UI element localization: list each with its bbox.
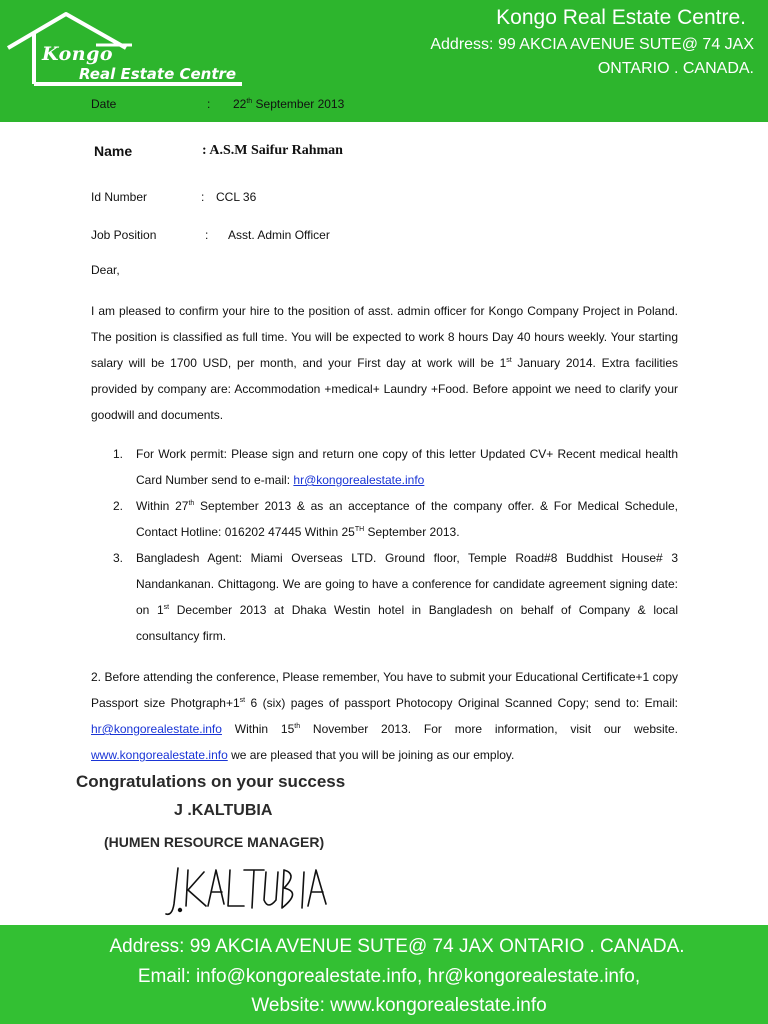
job-position-field: Job Position : Asst. Admin Officer xyxy=(91,228,330,242)
congratulations-text: Congratulations on your success xyxy=(76,772,346,791)
name-field xyxy=(94,143,343,159)
signer-name: J .KALTUBIA xyxy=(174,802,273,819)
letterhead-footer xyxy=(0,925,768,1024)
job-value: Asst. Admin Officer xyxy=(228,228,330,242)
company-name: Kongo Real Estate Centre. xyxy=(496,6,746,29)
date-colon: : xyxy=(207,97,211,111)
logo-wordmark: Kongo xyxy=(42,43,114,65)
requirements-list xyxy=(113,441,678,649)
list-item: 2. Within 27th September 2013 & as an acceptance of the company offer. & For Medical Schedule, Contact Hotline: 016202 47445 Within 25TH September 2013. xyxy=(113,499,679,539)
website-link[interactable]: www.kongorealestate.info xyxy=(91,748,228,762)
logo-tagline: Real Estate Centre xyxy=(79,65,237,83)
id-label: Id Number xyxy=(91,190,148,204)
footer-website: Website: www.kongorealestate.info xyxy=(251,995,547,1016)
hr-email-link[interactable]: hr@kongorealestate.info xyxy=(91,722,222,736)
body-paragraph-1: I am pleased to confirm your hire to the position of asst. admin officer for Kongo Company Project in Poland. The position is classified as full time. You will be expected to work 8 hours Day 40 hours weekly. Your starting salary will be 1700 USD, per month, and your First day at work will be 1st January 2014. Extra facilities provided by company are: Accommodation +medical+ Laundry +Food. Before appoint we need to clarify your goodwill and documents. xyxy=(91,304,678,422)
header-address-line2: ONTARIO . CANADA. xyxy=(597,60,754,77)
list-item: 3. Bangladesh Agent: Miami Overseas LTD. Ground floor, Temple Road#8 Buddhist House# 3 Nandankanan. Chittagong. We are going to have a conference for candidate agreement signing date: on 1st December 2013 at Dhaka Westin hotel in Bangladesh on behalf of Company & local consultancy firm. xyxy=(113,551,678,643)
name-value: : A.S.M Saifur Rahman xyxy=(202,143,343,158)
footer-emails: Email: info@kongorealestate.info, hr@kongorealestate.info, xyxy=(137,966,641,987)
id-value: CCL 36 xyxy=(216,190,257,204)
signer-title: (HUMEN RESOURCE MANAGER) xyxy=(104,834,325,850)
list-item: 1. For Work permit: Please sign and return one copy of this letter Updated CV+ Recent medical health Card Number send to e-mail: hr@kongorealestate.info xyxy=(113,447,678,487)
handwritten-signature-icon xyxy=(160,860,330,922)
id-number-field: Id Number : CCL 36 xyxy=(91,190,257,204)
footer-address: Address: 99 AKCIA AVENUE SUTE@ 74 JAX ONTARIO . CANADA. xyxy=(109,936,685,957)
letterhead-header xyxy=(0,0,768,122)
letter-date xyxy=(91,97,345,111)
name-label: Name xyxy=(94,143,133,159)
body-paragraph-2: 2. Before attending the conference, Please remember, You have to submit your Educational Certificate+1 copy Passport size Photgraph+1st 6 (six) pages of passport Photocopy Original Scanned Copy; send to: Email: hr@kongorealestate.info Within 15th November 2013. For more information, visit our website. www.kongorealestate.info we are pleased that you will be joining as our employ. xyxy=(91,670,679,762)
hr-email-link[interactable]: hr@kongorealestate.info xyxy=(293,473,425,487)
date-value: 22th September 2013 xyxy=(233,97,345,111)
date-label: Date xyxy=(91,97,117,111)
header-address-line1: Address: 99 AKCIA AVENUE SUTE@ 74 JAX xyxy=(430,36,754,53)
salutation: Dear, xyxy=(91,263,120,277)
company-logo xyxy=(6,10,246,90)
job-label: Job Position xyxy=(91,228,157,242)
